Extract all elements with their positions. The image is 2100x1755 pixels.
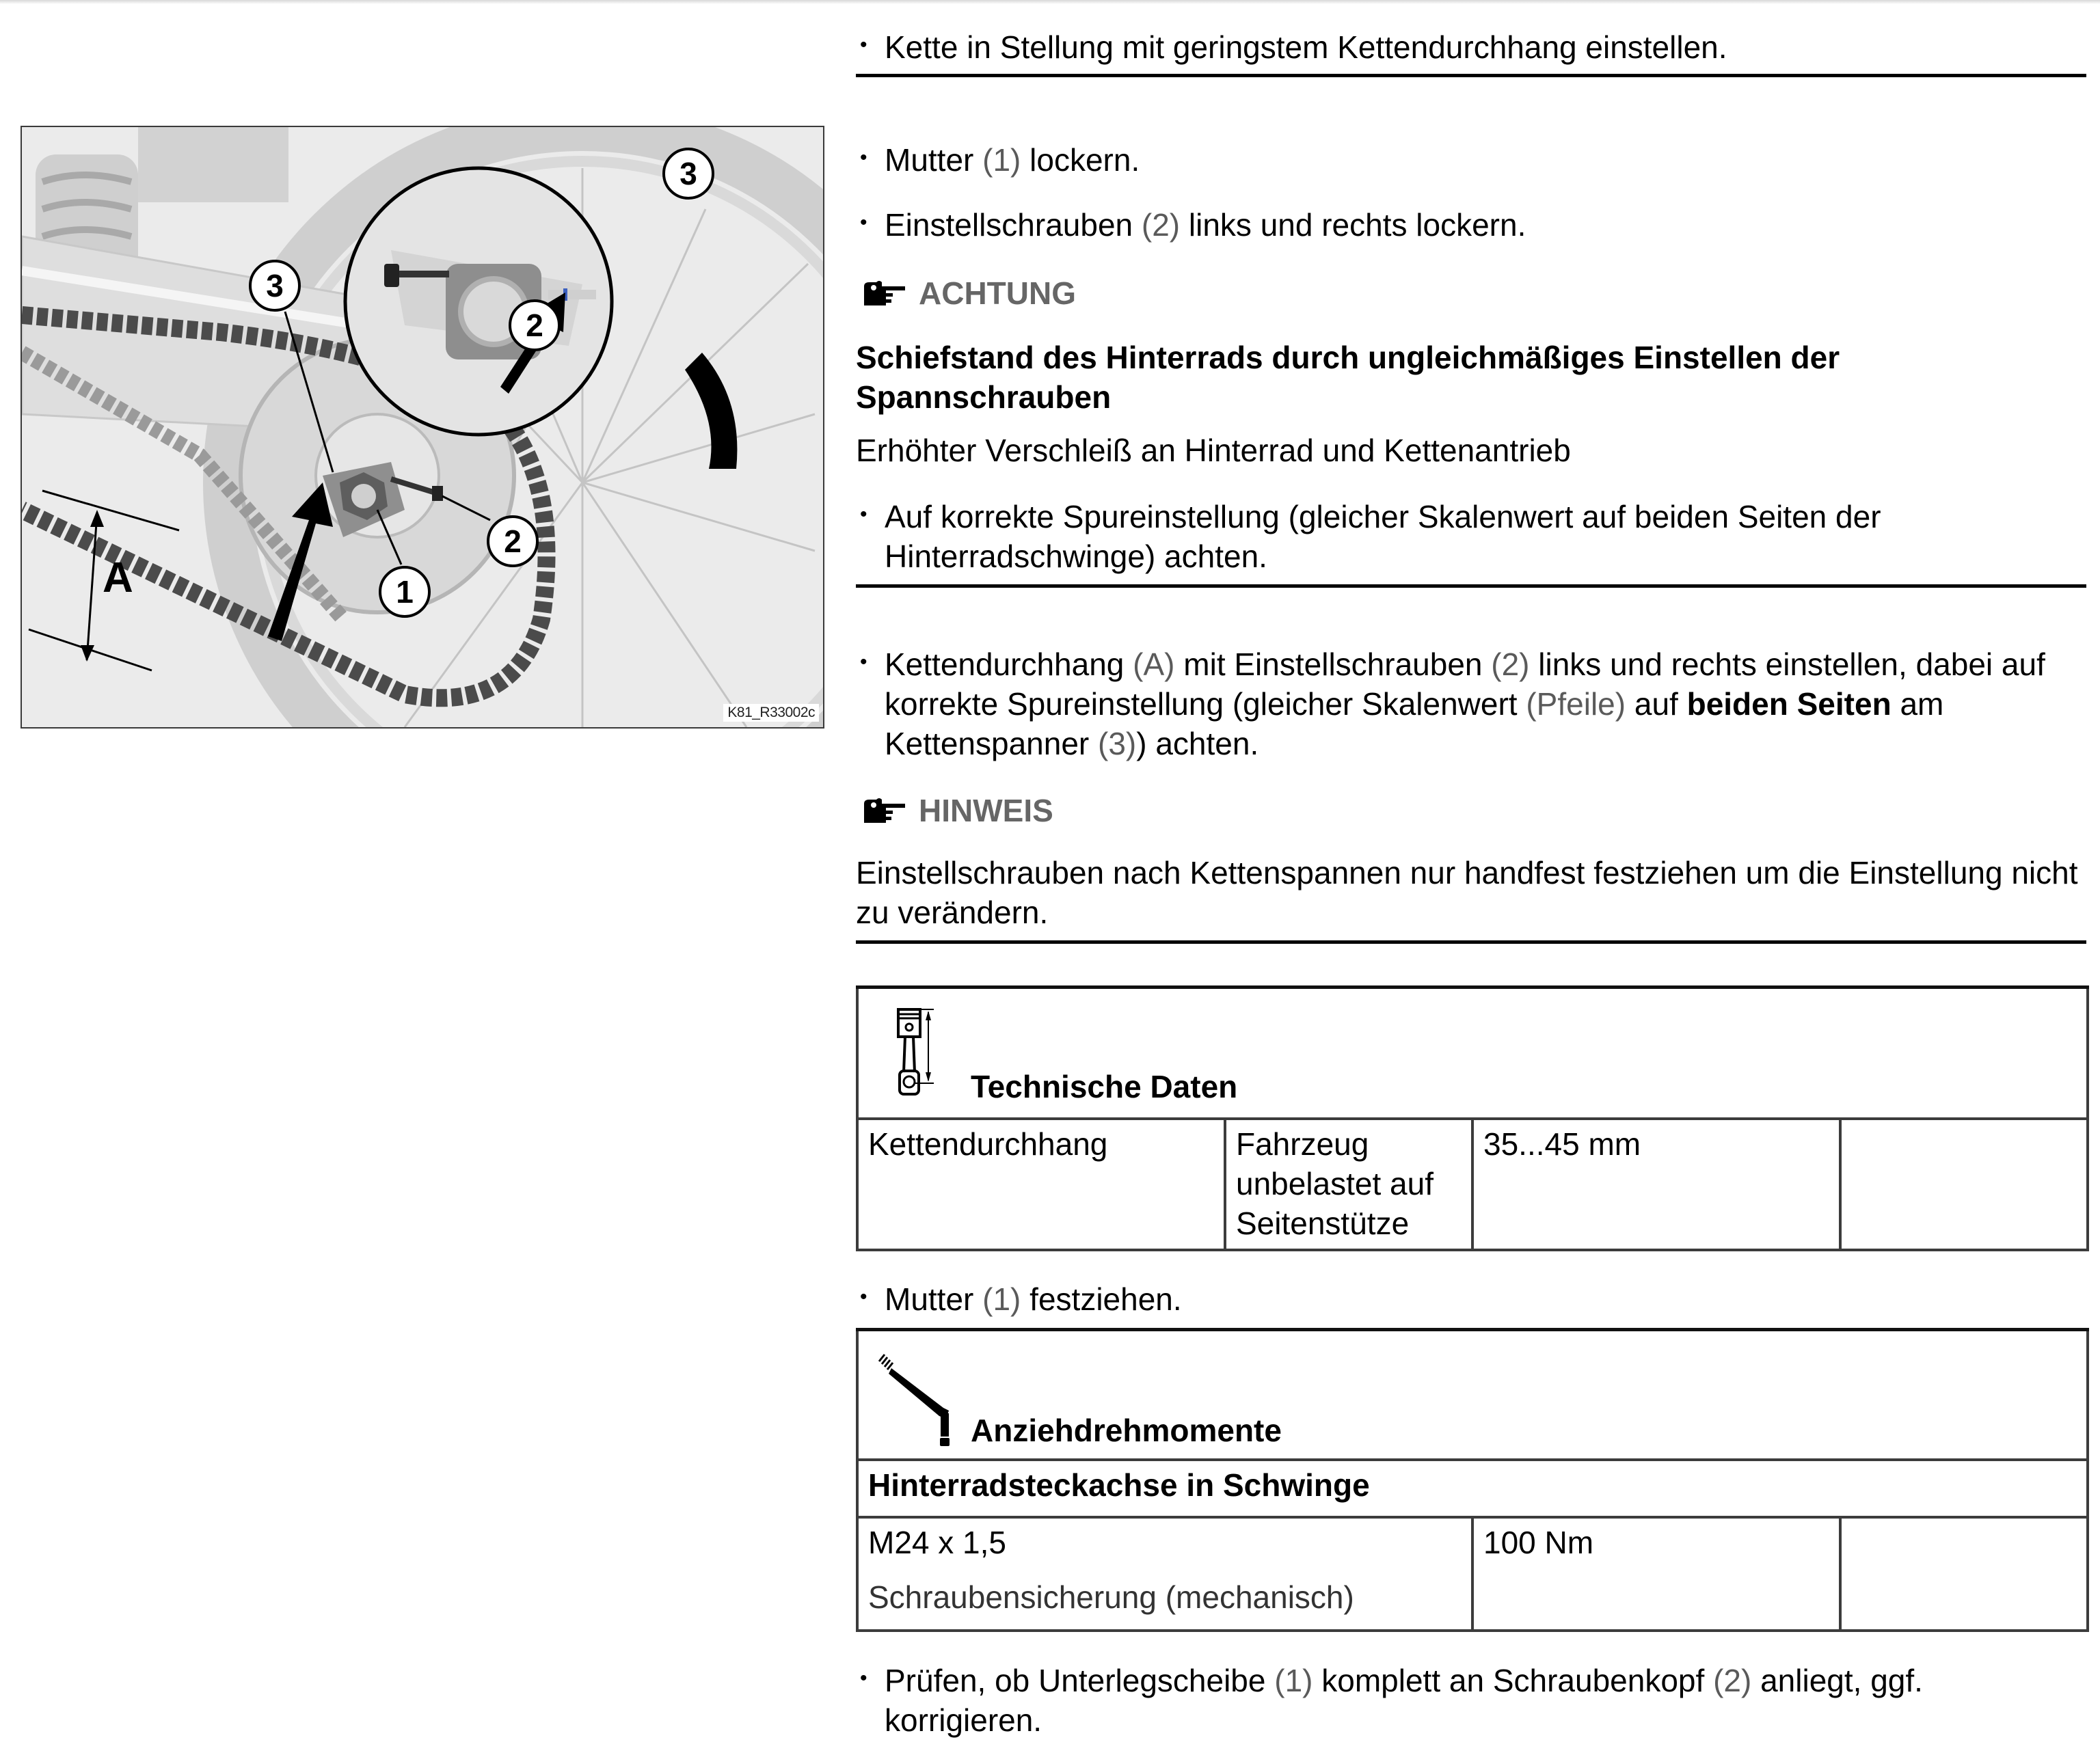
bullet-icon: • — [860, 211, 867, 234]
callout-2-main — [488, 517, 537, 566]
technical-data-table — [856, 985, 2089, 1251]
bullet-icon: • — [860, 651, 867, 673]
table-row: Kettendurchhang Fahrzeug unbelastet auf Seitenstütze 35...45 mm — [857, 1119, 2088, 1250]
section-divider — [856, 74, 2086, 77]
bullet-icon: • — [860, 1285, 867, 1308]
piston-icon — [896, 1007, 937, 1100]
svg-text:2: 2 — [526, 308, 543, 343]
achtung-notice-header: ACHTUNG — [863, 273, 1076, 313]
svg-text:3: 3 — [266, 268, 284, 303]
pointing-hand-icon — [863, 797, 908, 824]
svg-text:2: 2 — [504, 523, 522, 559]
step-set-chain-position: • Kette in Stellung mit geringstem Kettendurchhang einstellen. — [856, 27, 2086, 67]
section-divider — [856, 940, 2086, 944]
achtung-title: Schiefstand des Hinterrads durch ungleichmäßiges Einstellen der Spannschrauben — [856, 340, 1840, 415]
callout-3-detail — [664, 149, 713, 198]
page-top-edge — [0, 0, 2100, 4]
table-row: M24 x 1,5 Schraubensicherung (mechanisch) 100 Nm — [857, 1517, 2088, 1631]
section-divider — [856, 584, 2086, 588]
technical-data-header: Technische Daten — [857, 988, 2088, 1119]
step-tighten-nut: • Mutter (1) festziehen. — [856, 1279, 2086, 1319]
step-check-washer: • Prüfen, ob Unterlegscheibe (1) komplett an Schraubenkopf (2) anliegt, ggf. korrigieren. — [856, 1661, 2086, 1740]
sag-label-A: A — [103, 554, 133, 601]
motorcycle-rear-wheel-drawing — [22, 127, 823, 727]
pointing-hand-icon — [863, 280, 908, 307]
torque-thread-cell: M24 x 1,5 Schraubensicherung (mechanisch) — [857, 1517, 1472, 1631]
torque-subtitle: Hinterradsteckachse in Schwinge — [857, 1460, 2088, 1517]
step-loosen-adjusting-screws: • Einstellschrauben (2) links und rechts lockern. — [856, 205, 2086, 245]
achtung-consequence: Erhöhter Verschleiß an Hinterrad und Kettenantrieb — [856, 433, 1571, 468]
figure-id-label: K81_R33002c — [723, 704, 819, 722]
torque-table — [856, 1328, 2089, 1632]
callout-3-main — [250, 261, 299, 310]
chain-adjustment-illustration — [21, 126, 824, 729]
bullet-icon: • — [860, 503, 867, 526]
bullet-icon: • — [860, 1667, 867, 1689]
step-adjust-chain-sag: • Kettendurchhang (A) mit Einstellschrauben (2) links und rechts einstellen, dabei auf korrekte Spureinstellung (gleicher Skalenwert (Pfeile) auf beiden Seiten am Kettenspanner (3)) achten. — [856, 644, 2086, 763]
torque-wrench-icon — [875, 1348, 978, 1450]
svg-text:1: 1 — [396, 574, 414, 610]
hinweis-notice-header: HINWEIS — [863, 791, 1053, 830]
callout-1-main — [380, 567, 429, 616]
torque-header: Anziehdrehmomente — [857, 1330, 2088, 1460]
step-loosen-nut: • Mutter (1) lockern. — [856, 140, 2086, 180]
bullet-icon: • — [860, 33, 867, 56]
achtung-action: • Auf korrekte Spureinstellung (gleicher Skalenwert auf beiden Seiten der Hinterradschwinge) achten. — [856, 497, 2086, 576]
svg-text:3: 3 — [679, 156, 697, 191]
callout-2-detail — [510, 301, 559, 350]
hinweis-text: Einstellschrauben nach Kettenspannen nur handfest festziehen um die Einstellung nicht zu verändern. — [856, 855, 2078, 930]
bullet-icon: • — [860, 146, 867, 169]
